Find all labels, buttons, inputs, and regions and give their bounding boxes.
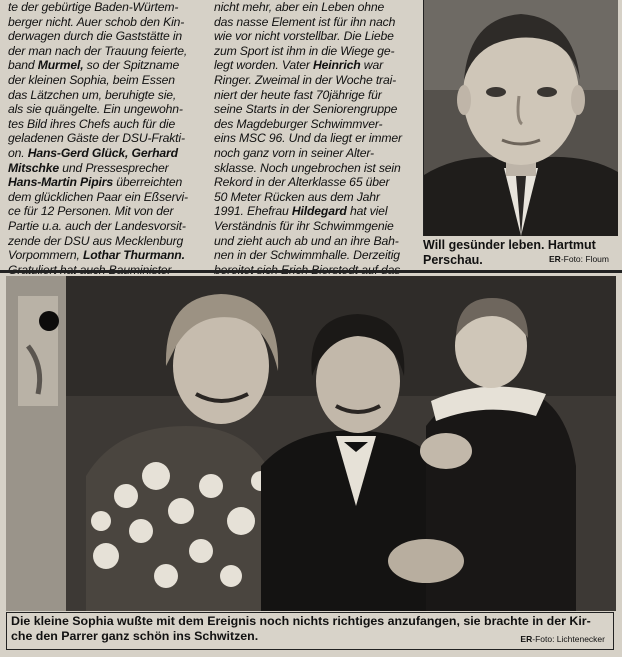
caption-line: Perschau.	[423, 252, 483, 267]
text-span: und Pressesprecher	[58, 160, 169, 175]
text-line: das Lätzchen um, beruhigte sie,	[8, 87, 177, 102]
portrait-illustration	[424, 0, 618, 236]
text-span: band	[8, 58, 38, 73]
text-span: Vorpommern,	[8, 248, 83, 263]
text-line	[8, 146, 205, 161]
wedding-photo-caption	[6, 612, 614, 650]
credit-text: -Foto: Floum	[560, 253, 609, 264]
name-highlight: Hans-Gerd Glück, Gerhard	[27, 145, 178, 160]
text-line: zum Sport ist ihm in die Wiege ge-	[214, 43, 395, 58]
text-line: Ringer. Zweimal in der Woche trai-	[214, 72, 397, 87]
caption-line: Die kleine Sophia wußte mit dem Ereignis noch nichts richtiges anzufangen, sie brachte in der Kir-	[11, 614, 591, 628]
credit-prefix: ER	[520, 633, 533, 644]
text-line: Verständnis für ihr Schwimmgenie	[214, 218, 394, 233]
article-column-left	[8, 0, 205, 268]
text-line: tes Bild ihres Chefs auch für die	[8, 116, 176, 131]
text-line: und zieht auch ab und an ihre Bah-	[214, 233, 399, 248]
text-span: war	[360, 58, 383, 73]
portrait-photo	[423, 0, 618, 236]
text-line: 50 Meter Rücken aus dem Jahr	[214, 189, 380, 204]
text-span: hat viel	[346, 204, 388, 219]
text-line: Partie u.a. auch der Landesvorsit-	[8, 218, 186, 233]
text-line: nicht mehr, aber ein Leben ohne	[214, 0, 385, 14]
text-line: eins MSC 96. Und da liegt er immer	[214, 131, 402, 146]
text-line: Rekord in der Alterklasse 65 über	[214, 175, 390, 190]
wedding-photo	[6, 276, 616, 611]
text-line: der man nach der Trauung feierte,	[8, 43, 188, 58]
text-line: des Magdeburger Schwimmver-	[214, 116, 383, 131]
portrait-caption	[423, 238, 619, 268]
name-highlight: Hildegard	[291, 204, 347, 219]
text-line: niert der heute fast 70jährige für	[214, 87, 382, 102]
text-line: sklasse. Noch ungebrochen ist sein	[214, 160, 401, 175]
caption-line: Will gesünder leben. Hartmut	[423, 238, 596, 252]
text-span: so der Spitzname	[83, 58, 180, 73]
name-highlight: Murmel,	[37, 58, 84, 73]
text-span: legt worden. Vater	[214, 58, 313, 73]
text-line	[214, 204, 419, 219]
caption-line: che den Parrer ganz schön ins Schwitzen.	[11, 628, 259, 643]
section-divider	[0, 270, 622, 273]
text-line: der kleinen Sophia, beim Essen	[8, 72, 175, 87]
text-line: dem glücklichen Paar ein Eßservi-	[8, 189, 188, 204]
name-highlight: Heinrich	[313, 58, 361, 73]
text-span: überreichten	[112, 175, 183, 190]
text-line: berger nicht. Auer schob den Kin-	[8, 14, 185, 29]
name-highlight: Lothar Thurmann.	[82, 248, 185, 263]
text-line	[8, 161, 205, 176]
text-line: te der gebürtige Baden-Würtem-	[8, 0, 179, 14]
text-line: geladenen Gäste der DSU-Frakti-	[8, 131, 185, 146]
text-span: 1991. Ehefrau	[214, 204, 292, 219]
text-line: seine Starts in der Seniorengruppe	[214, 102, 398, 117]
name-highlight: Mitschke	[8, 160, 59, 175]
text-line: derwagen durch die Gaststätte in	[8, 29, 183, 44]
photo-credit	[520, 632, 605, 647]
text-line: noch ganz vorn in seiner Alter-	[214, 145, 374, 160]
text-line: wie vor nicht vorstellbar. Die Liebe	[214, 29, 394, 44]
text-line	[214, 58, 419, 73]
text-line: als sie quängelte. Ein ungewohn-	[8, 102, 183, 117]
text-span: on.	[8, 145, 28, 160]
text-line: das nasse Element ist für ihn nach	[214, 14, 396, 29]
text-line: nen in der Schwimmhalle. Derzeitig	[214, 248, 400, 263]
credit-text: -Foto: Lichtenecker	[532, 633, 605, 644]
text-line	[8, 175, 205, 190]
text-line: zende der DSU aus Mecklenburg	[8, 233, 184, 248]
wedding-illustration	[6, 276, 616, 611]
name-highlight: Hans-Martin Pipirs	[8, 175, 113, 190]
credit-prefix: ER	[549, 253, 561, 264]
text-line	[8, 58, 205, 73]
text-line	[8, 248, 205, 263]
article-column-middle	[214, 0, 419, 268]
text-line: ce für 12 Personen. Mit von der	[8, 204, 174, 219]
photo-credit	[549, 252, 609, 267]
